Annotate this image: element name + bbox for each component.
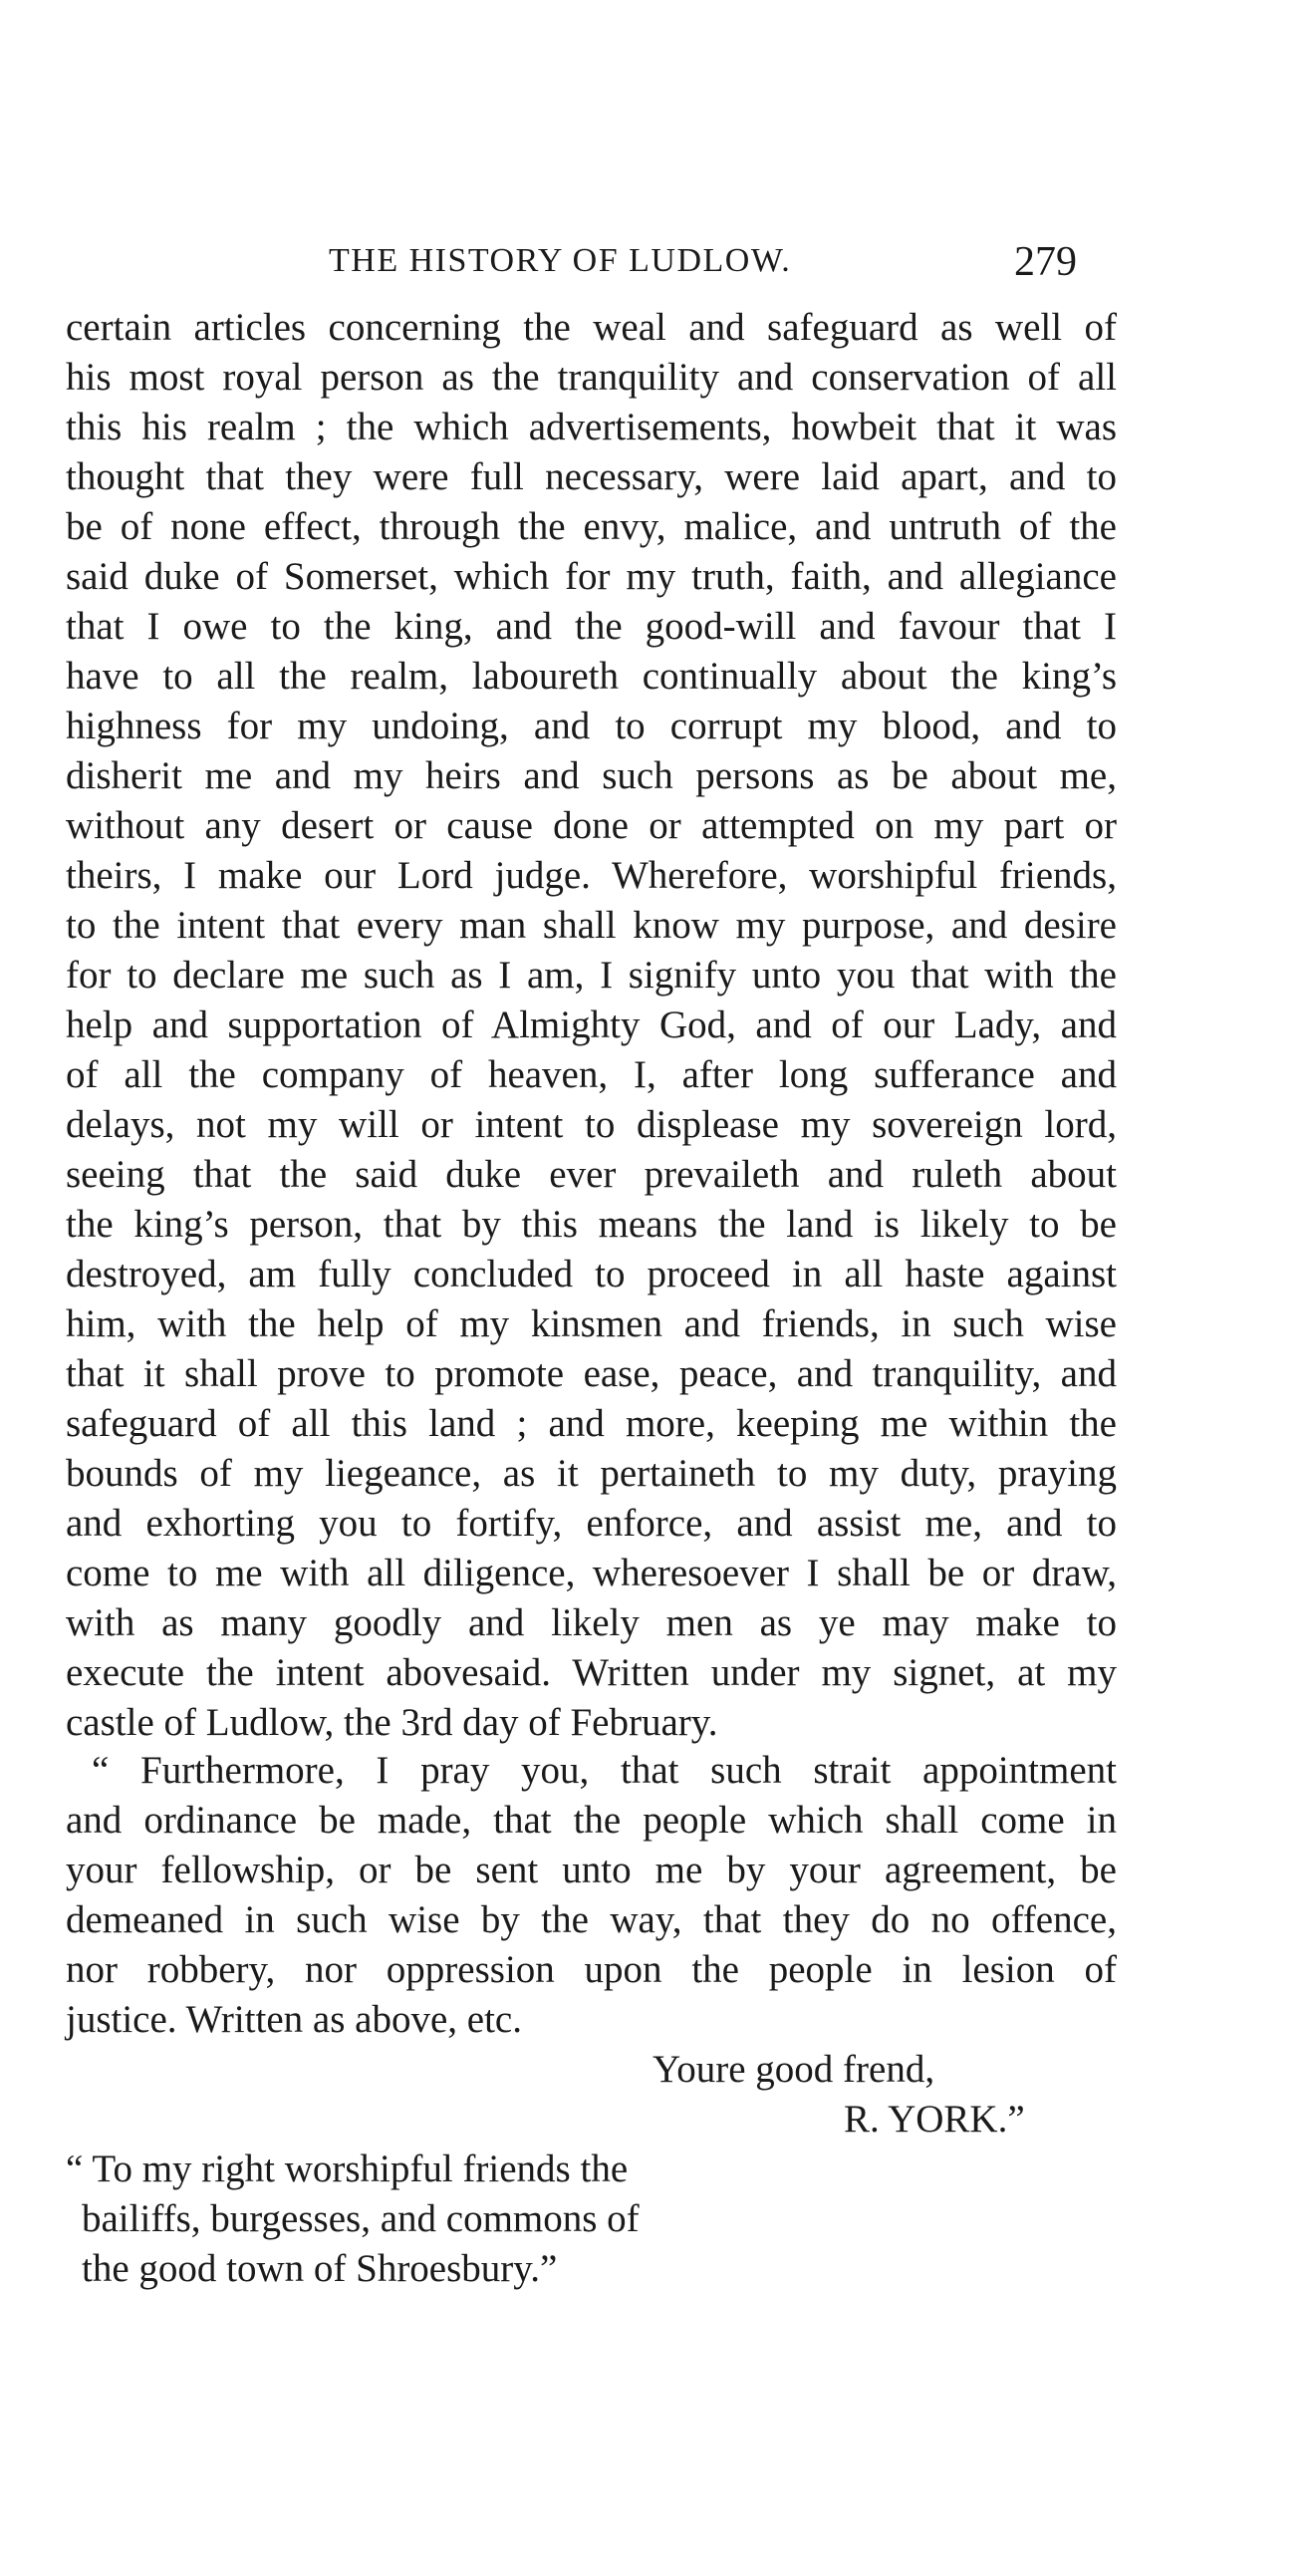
text-line: highness for my undoing, and to corrupt my blood, and to — [66, 705, 1117, 747]
text-line: come to me with all diligence, wheresoever I shall be or draw, — [66, 1552, 1117, 1594]
address-line: the good town of Shroesbury.” — [82, 2247, 558, 2290]
signature-closing: Youre good frend, — [653, 2048, 935, 2091]
text-line: and ordinance be made, that the people which shall come in — [66, 1799, 1117, 1842]
text-line: nor robbery, nor oppression upon the people in lesion of — [66, 1948, 1117, 1991]
page-number: 279 — [1014, 239, 1077, 285]
text-line: bounds of my liegeance, as it pertaineth to my duty, praying — [66, 1452, 1117, 1495]
text-line: for to declare me such as I am, I signify unto you that with the — [66, 954, 1117, 997]
running-title: THE HISTORY OF LUDLOW. — [329, 242, 792, 279]
text-line: that it shall prove to promote ease, peace, and tranquility, and — [66, 1352, 1117, 1395]
text-line: seeing that the said duke ever prevaileth and ruleth about — [66, 1153, 1117, 1196]
text-line: justice. Written as above, etc. — [66, 1998, 522, 2041]
text-line: demeaned in such wise by the way, that they do no offence, — [66, 1898, 1117, 1941]
text-line: his most royal person as the tranquility and conservation of all — [66, 356, 1117, 399]
text-line: certain articles concerning the weal and safeguard as well of — [66, 306, 1117, 349]
text-line: thought that they were full necessary, were laid apart, and to — [66, 455, 1117, 498]
text-line: with as many goodly and likely men as ye may make to — [66, 1601, 1117, 1644]
address-line: “ To my right worshipful friends the — [66, 2147, 629, 2190]
text-line: this his realm ; the which advertisements, howbeit that it was — [66, 406, 1117, 448]
text-line: safeguard of all this land ; and more, keeping me within the — [66, 1402, 1117, 1445]
text-line: have to all the realm, laboureth continually about the king’s — [66, 655, 1117, 698]
text-line: be of none effect, through the envy, malice, and untruth of the — [66, 505, 1117, 548]
text-line: him, with the help of my kinsmen and friends, in such wise — [66, 1302, 1117, 1345]
text-line: without any desert or cause done or attempted on my part or — [66, 804, 1117, 847]
text-line: destroyed, am fully concluded to proceed in all haste against — [66, 1253, 1117, 1295]
text-line: said duke of Somerset, which for my truth, faith, and allegiance — [66, 555, 1117, 598]
text-line: and exhorting you to fortify, enforce, and assist me, and to — [66, 1502, 1117, 1545]
address-line: bailiffs, burgesses, and commons of — [82, 2197, 640, 2240]
page-header — [329, 239, 1225, 292]
text-line: “ Furthermore, I pray you, that such strait appointment — [92, 1749, 1117, 1792]
text-line: of all the company of heaven, I, after long sufferance and — [66, 1053, 1117, 1096]
text-line: the king’s person, that by this means the land is likely to be — [66, 1203, 1117, 1246]
text-line: disherit me and my heirs and such persons as be about me, — [66, 754, 1117, 797]
signature-name: R. YORK.” — [844, 2098, 1025, 2141]
text-line: theirs, I make our Lord judge. Wherefore, worshipful friends, — [66, 854, 1117, 897]
text-line: that I owe to the king, and the good-will and favour that I — [66, 605, 1117, 648]
text-line: to the intent that every man shall know my purpose, and desire — [66, 904, 1117, 947]
text-line: delays, not my will or intent to displease my sovereign lord, — [66, 1103, 1117, 1146]
text-line: help and supportation of Almighty God, and of our Lady, and — [66, 1003, 1117, 1046]
text-line: castle of Ludlow, the 3rd day of February. — [66, 1701, 718, 1744]
text-line: execute the intent abovesaid. Written under my signet, at my — [66, 1651, 1117, 1694]
text-line: your fellowship, or be sent unto me by your agreement, be — [66, 1849, 1117, 1891]
